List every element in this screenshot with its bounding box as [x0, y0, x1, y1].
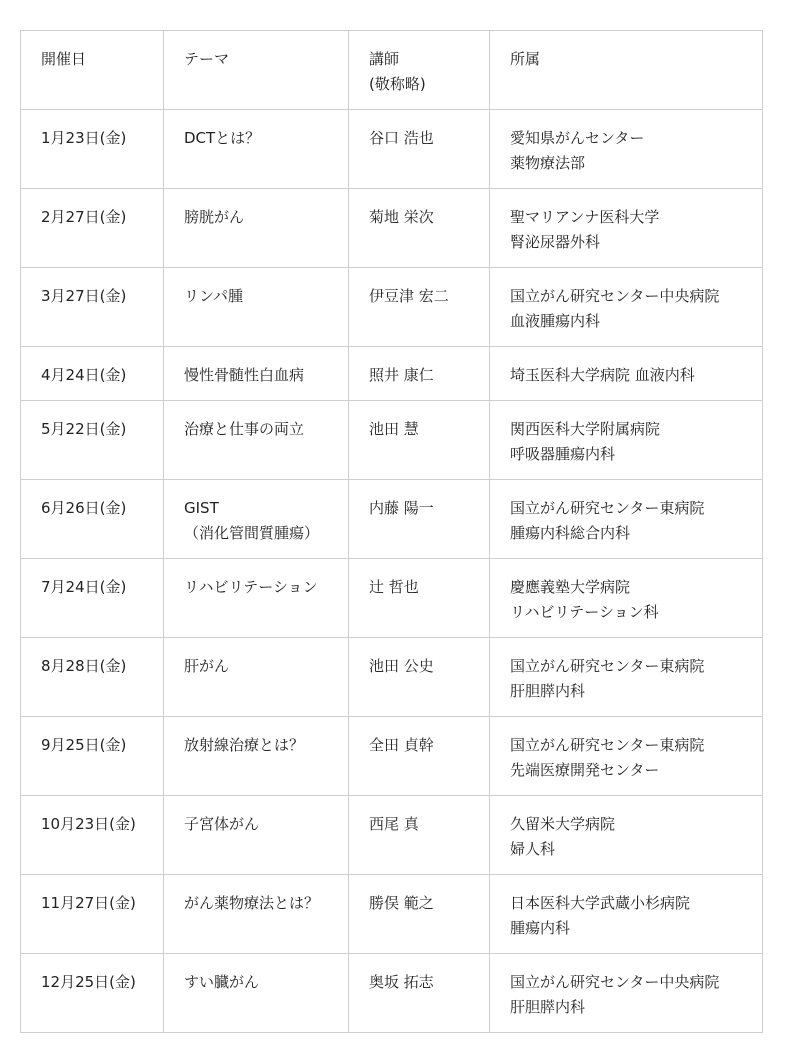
theme-cell: 子宮体がん [164, 796, 349, 875]
date-cell: 12月25日(金) [21, 954, 164, 1033]
header-row [21, 31, 763, 110]
date-cell: 8月28日(金) [21, 638, 164, 717]
theme-cell: 治療と仕事の両立 [164, 401, 349, 480]
table-row [21, 110, 763, 189]
affiliation-cell: 聖マリアンナ医科大学 腎泌尿器外科 [490, 189, 763, 268]
affiliation-cell: 日本医科大学武蔵小杉病院 腫瘍内科 [490, 875, 763, 954]
table-row [21, 954, 763, 1033]
table-row [21, 268, 763, 347]
theme-cell: 肝がん [164, 638, 349, 717]
theme-cell: 慢性骨髄性白血病 [164, 347, 349, 401]
table-row [21, 347, 763, 401]
lecturer-cell: 谷口 浩也 [349, 110, 490, 189]
theme-cell: リンパ腫 [164, 268, 349, 347]
lecturer-cell: 池田 慧 [349, 401, 490, 480]
date-cell: 11月27日(金) [21, 875, 164, 954]
theme-cell: すい臓がん [164, 954, 349, 1033]
lecturer-cell: 照井 康仁 [349, 347, 490, 401]
header-lecturer: 講師 (敬称略) [349, 31, 490, 110]
theme-cell: DCTとは？ [164, 110, 349, 189]
affiliation-cell: 慶應義塾大学病院 リハビリテーション科 [490, 559, 763, 638]
date-cell: 4月24日(金) [21, 347, 164, 401]
table-row [21, 638, 763, 717]
affiliation-cell: 国立がん研究センター中央病院 肝胆膵内科 [490, 954, 763, 1033]
header-theme: テーマ [164, 31, 349, 110]
affiliation-cell: 国立がん研究センター東病院 肝胆膵内科 [490, 638, 763, 717]
lecturer-cell: 菊地 栄次 [349, 189, 490, 268]
date-cell: 1月23日(金) [21, 110, 164, 189]
date-cell: 9月25日(金) [21, 717, 164, 796]
table-row [21, 401, 763, 480]
lecturer-cell: 勝俣 範之 [349, 875, 490, 954]
lecturer-cell: 池田 公史 [349, 638, 490, 717]
table-row [21, 875, 763, 954]
date-cell: 10月23日(金) [21, 796, 164, 875]
theme-cell: リハビリテーション [164, 559, 349, 638]
table-row [21, 480, 763, 559]
affiliation-cell: 埼玉医科大学病院 血液内科 [490, 347, 763, 401]
affiliation-cell: 国立がん研究センター東病院 腫瘍内科総合内科 [490, 480, 763, 559]
lecture-schedule-table [20, 30, 763, 1033]
affiliation-cell: 国立がん研究センター東病院 先端医療開発センター [490, 717, 763, 796]
header-affiliation: 所属 [490, 31, 763, 110]
date-cell: 2月27日(金) [21, 189, 164, 268]
affiliation-cell: 関西医科大学附属病院 呼吸器腫瘍内科 [490, 401, 763, 480]
table-row [21, 189, 763, 268]
theme-cell: 膀胱がん [164, 189, 349, 268]
theme-cell: がん薬物療法とは？ [164, 875, 349, 954]
lecturer-cell: 伊豆津 宏二 [349, 268, 490, 347]
theme-cell: GIST （消化管間質腫瘍） [164, 480, 349, 559]
header-date: 開催日 [21, 31, 164, 110]
table-row [21, 559, 763, 638]
theme-cell: 放射線治療とは？ [164, 717, 349, 796]
lecturer-cell: 内藤 陽一 [349, 480, 490, 559]
date-cell: 7月24日(金) [21, 559, 164, 638]
lecturer-cell: 辻 哲也 [349, 559, 490, 638]
affiliation-cell: 愛知県がんセンター 薬物療法部 [490, 110, 763, 189]
lecturer-cell: 西尾 真 [349, 796, 490, 875]
lecturer-cell: 奥坂 拓志 [349, 954, 490, 1033]
table-body [21, 110, 763, 1033]
table-row [21, 717, 763, 796]
table-row [21, 796, 763, 875]
affiliation-cell: 久留米大学病院 婦人科 [490, 796, 763, 875]
date-cell: 5月22日(金) [21, 401, 164, 480]
affiliation-cell: 国立がん研究センター中央病院 血液腫瘍内科 [490, 268, 763, 347]
date-cell: 3月27日(金) [21, 268, 164, 347]
date-cell: 6月26日(金) [21, 480, 164, 559]
lecturer-cell: 全田 貞幹 [349, 717, 490, 796]
